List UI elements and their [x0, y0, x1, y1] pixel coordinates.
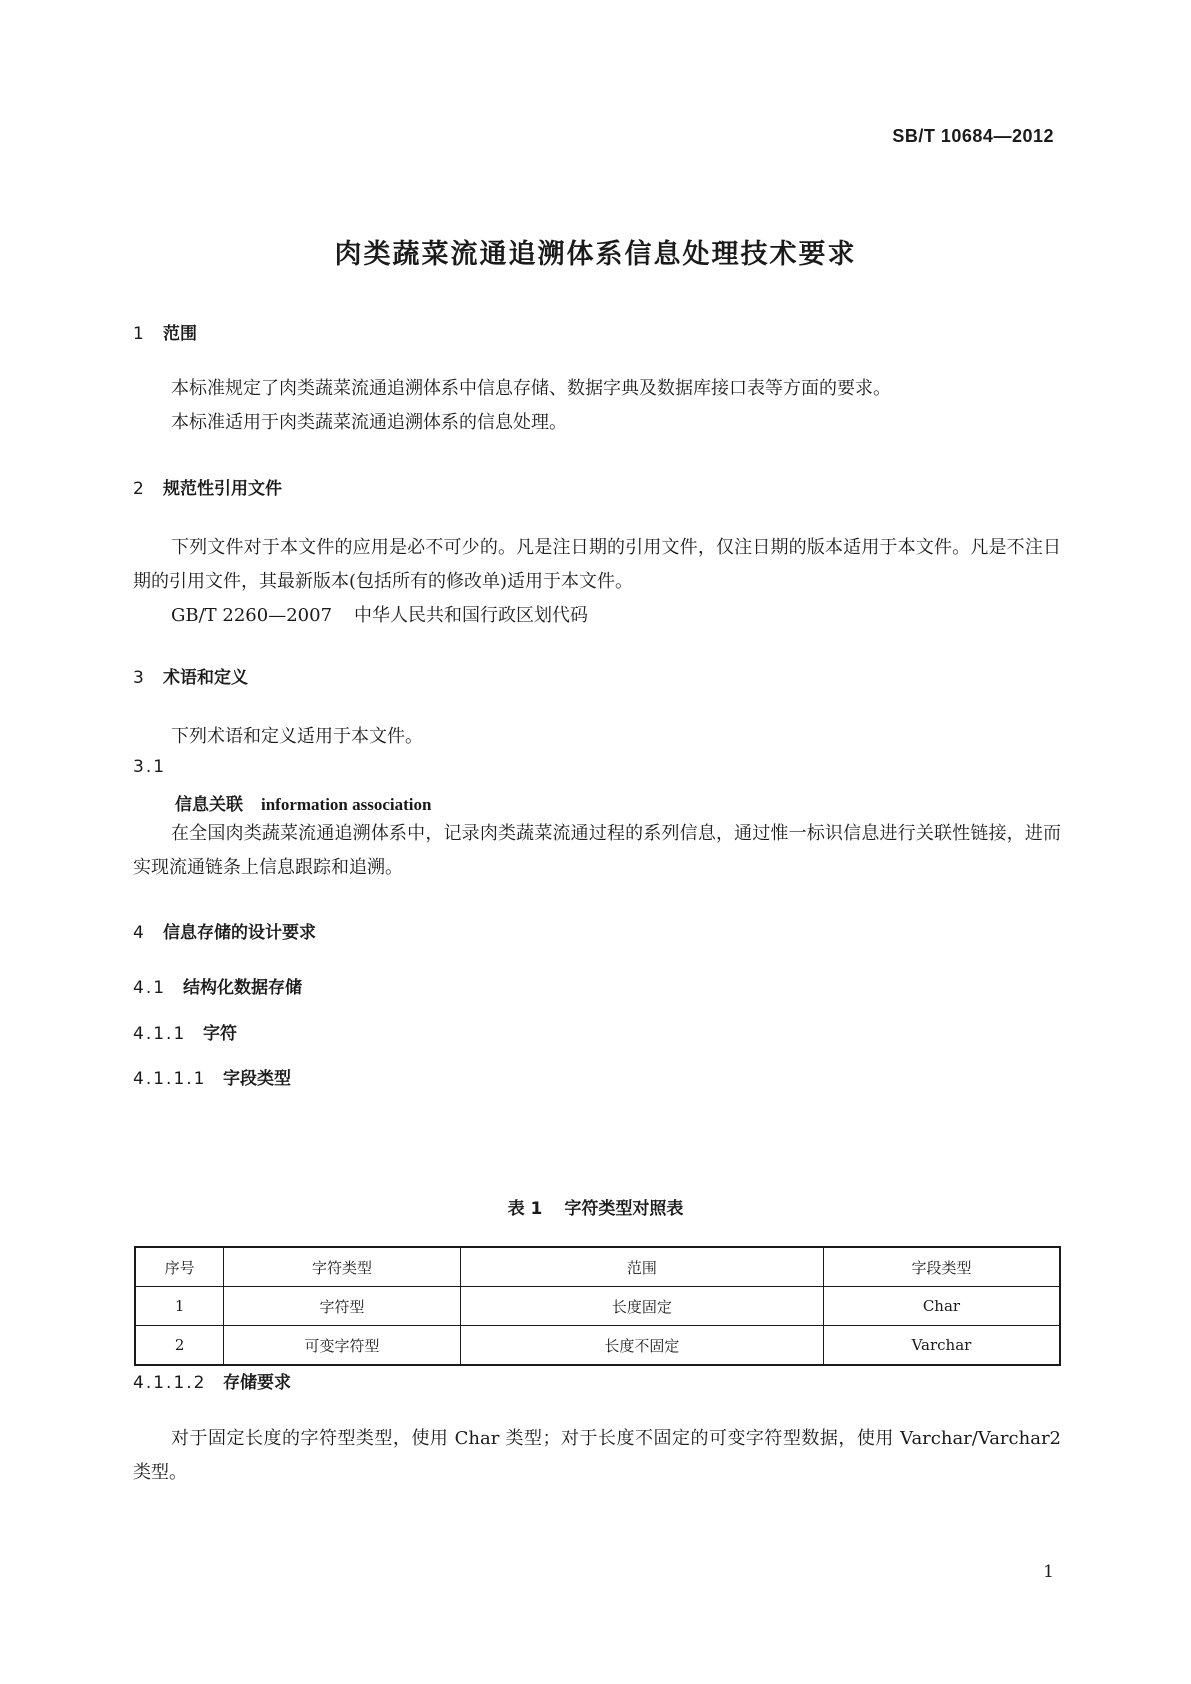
table-caption — [0, 1194, 1191, 1219]
table-row — [135, 1287, 1060, 1326]
standard-code: SB/T 10684—2012 — [892, 126, 1054, 146]
section-title: 结构化数据存储 — [183, 978, 302, 998]
section-1-paragraph-1: 本标准规定了肉类蔬菜流通追溯体系中信息存储、数据字典及数据库接口表等方面的要求。 — [171, 378, 891, 399]
reference-title: 中华人民共和国行政区划代码 — [354, 605, 589, 626]
cell-range: 长度不固定 — [460, 1326, 823, 1366]
section-title: 字符 — [203, 1024, 237, 1044]
cell-field-type: Char — [823, 1287, 1060, 1326]
section-number: 4.1 — [133, 978, 167, 998]
section-number: 3 — [133, 668, 146, 688]
section-4-1-1-2-paragraph: 对于固定长度的字符型类型，使用 Char 类型；对于长度不固定的可变字符型数据，使用 Varchar/Varchar2 类型。 — [133, 1428, 1061, 1483]
header-serial: 序号 — [135, 1247, 224, 1287]
table-header-row — [135, 1247, 1060, 1287]
section-3-intro: 下列术语和定义适用于本文件。 — [171, 726, 423, 747]
term-name — [175, 790, 431, 815]
section-number: 4.1.1.1 — [133, 1069, 207, 1089]
section-4-1-1-2-heading — [133, 1368, 291, 1393]
cell-char-type: 可变字符型 — [224, 1326, 460, 1366]
table-caption-text: 字符类型对照表 — [564, 1199, 684, 1219]
section-1-paragraph-2: 本标准适用于肉类蔬菜流通追溯体系的信息处理。 — [171, 412, 567, 433]
section-title: 规范性引用文件 — [163, 479, 282, 499]
section-4-1-1-1-heading — [133, 1064, 291, 1089]
character-type-table — [134, 1246, 1061, 1366]
term-name-en: information association — [261, 795, 432, 814]
term-number — [133, 757, 166, 777]
cell-serial: 1 — [135, 1287, 224, 1326]
cell-range: 长度固定 — [460, 1287, 823, 1326]
section-title: 术语和定义 — [163, 668, 248, 688]
table-row — [135, 1326, 1060, 1366]
page-number: 1 — [1043, 1562, 1054, 1582]
section-2-paragraph: 下列文件对于本文件的应用是必不可少的。凡是注日期的引用文件，仅注日期的版本适用于本文件。凡是不注日期的引用文件，其最新版本(包括所有的修改单)适用于本文件。 — [133, 537, 1061, 592]
header-field-type: 字段类型 — [823, 1247, 1060, 1287]
header-range: 范围 — [460, 1247, 823, 1287]
section-title: 字段类型 — [223, 1069, 291, 1089]
term-definition: 在全国肉类蔬菜流通追溯体系中，记录肉类蔬菜流通过程的系列信息，通过惟一标识信息进行关联性链接，进而实现流通链条上信息跟踪和追溯。 — [133, 823, 1061, 878]
section-1-heading — [133, 319, 197, 344]
cell-char-type: 字符型 — [224, 1287, 460, 1326]
cell-field-type: Varchar — [823, 1326, 1060, 1366]
normative-reference — [133, 599, 1061, 633]
section-4-1-1-heading — [133, 1019, 237, 1044]
section-number: 1 — [133, 324, 146, 344]
section-title: 信息存储的设计要求 — [163, 923, 316, 943]
reference-code: GB/T 2260—2007 — [171, 605, 333, 626]
section-number: 2 — [133, 479, 146, 499]
header-char-type: 字符类型 — [224, 1247, 460, 1287]
section-number: 4.1.1 — [133, 1024, 187, 1044]
section-title: 存储要求 — [223, 1373, 291, 1393]
section-title: 范围 — [163, 324, 197, 344]
section-3-heading — [133, 663, 248, 688]
section-number: 4.1.1.2 — [133, 1373, 207, 1393]
section-4-heading — [133, 918, 316, 943]
cell-serial: 2 — [135, 1326, 224, 1366]
document-title: 肉类蔬菜流通追溯体系信息处理技术要求 — [334, 239, 857, 270]
term-number-text: 3.1 — [133, 757, 167, 777]
section-2-heading — [133, 474, 282, 499]
term-name-zh: 信息关联 — [175, 795, 243, 815]
section-4-1-heading — [133, 973, 302, 998]
table-label: 表 1 — [507, 1199, 543, 1219]
section-number: 4 — [133, 923, 146, 943]
